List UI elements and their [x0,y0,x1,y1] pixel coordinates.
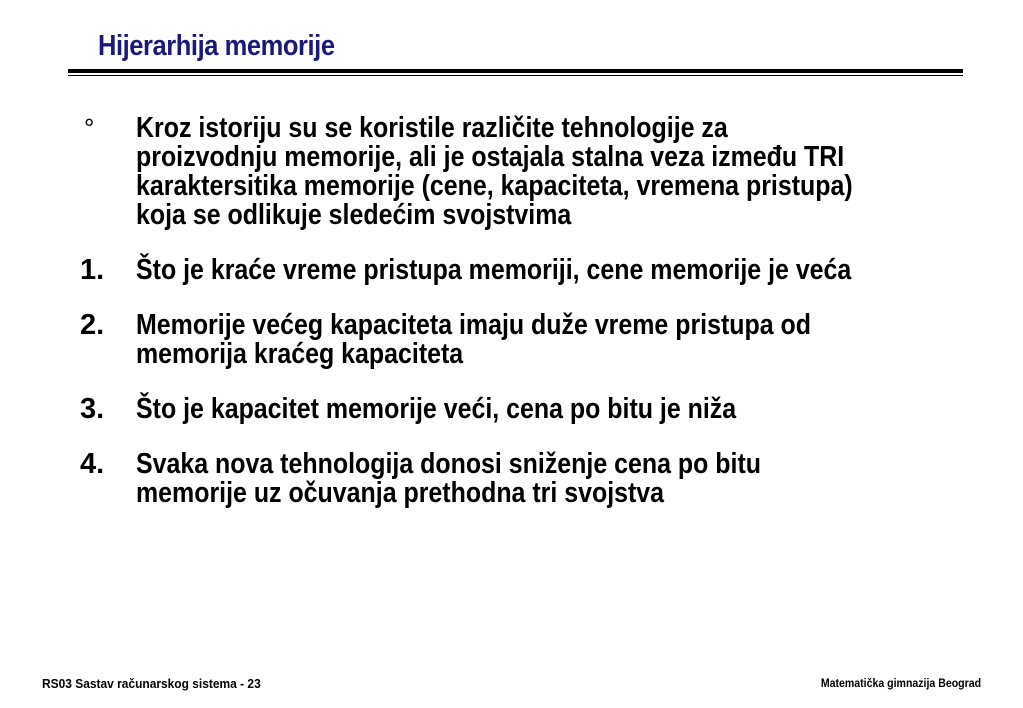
bullet-marker: ° [84,113,95,143]
intro-line-1: Kroz istoriju su se koristile različite tehnologije za [136,112,728,144]
list-item-text [136,450,944,508]
intro-line-3: karaktersitika memorije (cene, kapaciteta, vremena pristupa) [136,170,853,202]
list-item-text [136,395,944,424]
footer-school: Matematička gimnazija Beograd [820,676,981,690]
list-item-line: memorije uz očuvanja prethodna tri svojstva [136,477,665,509]
list-number: 1. [80,254,105,286]
list-item-text [136,256,944,285]
intro-text [136,114,944,230]
list-item-line: Što je kapacitet memorije veći, cena po bitu je niža [136,393,737,425]
slide-content [80,114,980,534]
list-number: 4. [80,448,105,480]
list-number: 2. [80,309,105,341]
title-underline-thin [68,75,963,76]
list-item-line: memorija kraćeg kapaciteta [136,338,464,370]
slide-title: Hijerarhija memorije [98,30,335,62]
list-item-line: Što je kraće vreme pristupa memoriji, cene memorije je veća [136,254,852,286]
list-item-2 [80,311,980,369]
list-item-line: Memorije većeg kapaciteta imaju duže vreme pristupa od [136,309,812,341]
list-item-1 [80,256,980,285]
list-item-text [136,311,944,369]
footer-course-page: RS03 Sastav računarskog sistema - 23 [42,676,261,691]
title-underline [68,69,963,73]
list-number: 3. [80,393,105,425]
intro-bullet [80,114,980,230]
intro-line-2: proizvodnju memorije, ali je ostajala stalna veza između TRI [136,141,845,173]
list-item-line: Svaka nova tehnologija donosi sniženje cena po bitu [136,448,762,480]
list-item-3 [80,395,980,424]
list-item-4 [80,450,980,508]
intro-line-4: koja se odlikuje sledećim svojstvima [136,199,572,231]
